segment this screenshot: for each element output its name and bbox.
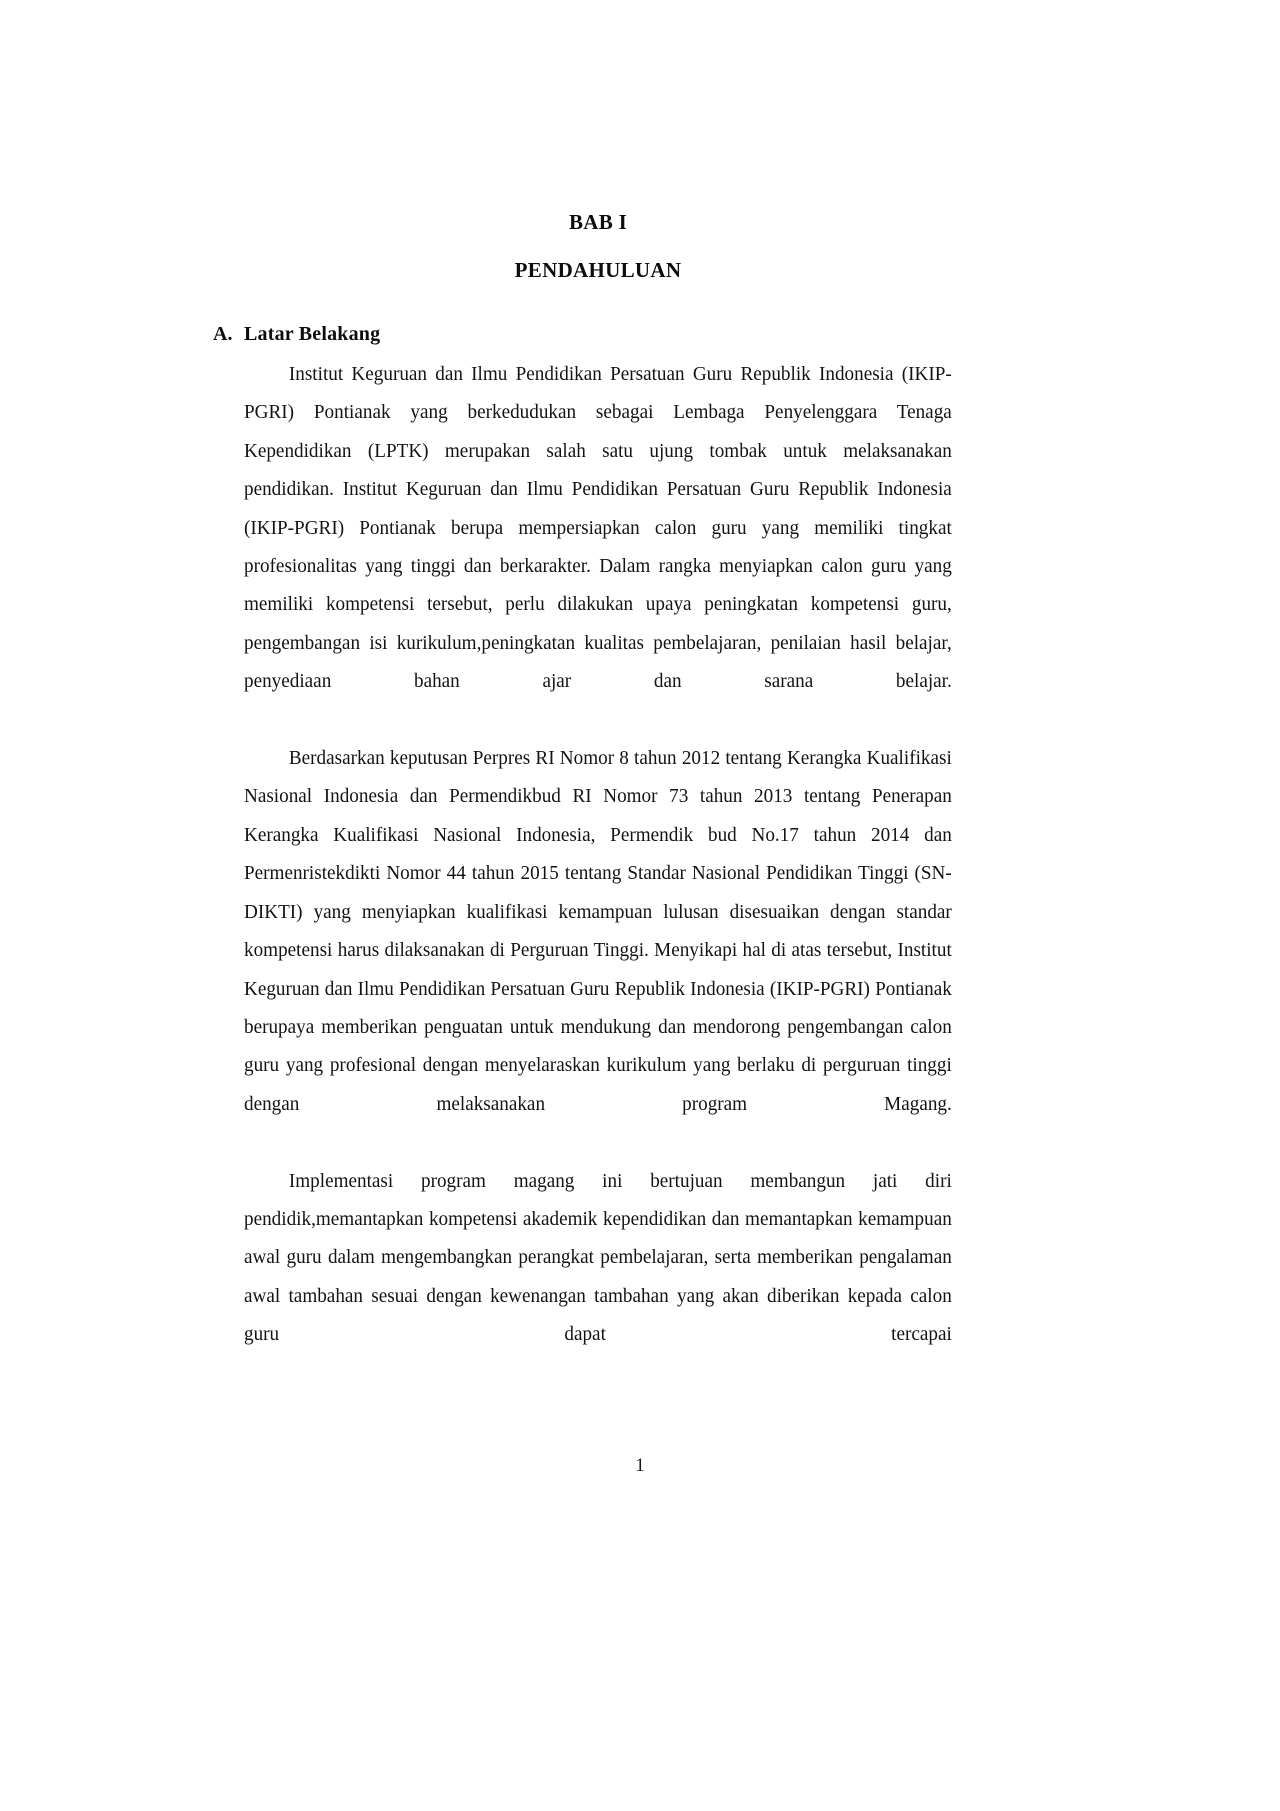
section-letter: A. bbox=[213, 323, 233, 345]
chapter-number-heading: BAB I bbox=[568, 210, 628, 234]
page-number: 1 bbox=[635, 1455, 645, 1476]
section-label: Latar Belakang bbox=[244, 323, 381, 345]
page-content bbox=[213, 0, 952, 1392]
section-heading bbox=[213, 281, 952, 344]
chapter-title-heading: PENDAHULUAN bbox=[514, 258, 682, 282]
paragraph: Institut Keguruan dan Ilmu Pendidikan Persatuan Guru Republik Indonesia (IKIP-PGRI) Pontianak yang berkedudukan sebagai Lembaga Penyelenggara Tenaga Kependidikan (LPTK) merupakan salah satu ujung tombak untuk melaksanakan pendidikan. Institut Keguruan dan Ilmu Pendidikan Persatuan Guru Republik Indonesia (IKIP-PGRI) Pontianak berupa mempersiapkan calon guru yang memiliki tingkat profesionalitas yang tinggi dan berkarakter. Dalam rangka menyiapkan calon guru yang memiliki kompetensi tersebut, perlu dilakukan upaya peningkatan kompetensi guru, pengembangan isi kurikulum,peningkatan kualitas pembelajaran, penilaian hasil belajar, penyediaan bahan ajar dan sarana belajar. bbox=[244, 363, 952, 693]
paragraph: Implementasi program magang ini bertujuan membangun jati diri pendidik,memantapkan kompetensi akademik kependidikan dan memantapkan kemampuan awal guru dalam mengembangkan perangkat pembelajaran, serta memberikan pengalaman awal tambahan sesuai dengan kewenangan tambahan yang akan diberikan kepada calon guru dapat tercapai bbox=[244, 1169, 952, 1346]
paragraph: Berdasarkan keputusan Perpres RI Nomor 8 tahun 2012 tentang Kerangka Kualifikasi Nasional Indonesia dan Permendikbud RI Nomor 73 tahun 2013 tentang Penerapan Kerangka Kualifikasi Nasional Indonesia, Permendik bud No.17 tahun 2014 dan Permenristekdikti Nomor 44 tahun 2015 tentang Standar Nasional Pendidikan Tinggi (SN-DIKTI) yang menyiapkan kualifikasi kemampuan lulusan disesuaikan dengan standar kompetensi harus dilaksanakan di Perguruan Tinggi. Menyikapi hal di atas tersebut, Institut Keguruan dan Ilmu Pendidikan Persatuan Guru Republik Indonesia (IKIP-PGRI) Pontianak berupaya memberikan penguatan untuk mendukung dan mendorong pengembangan calon guru yang profesional dengan menyelaraskan kurikulum yang berlaku di perguruan tinggi dengan melaksanakan program Magang. bbox=[244, 747, 952, 1115]
